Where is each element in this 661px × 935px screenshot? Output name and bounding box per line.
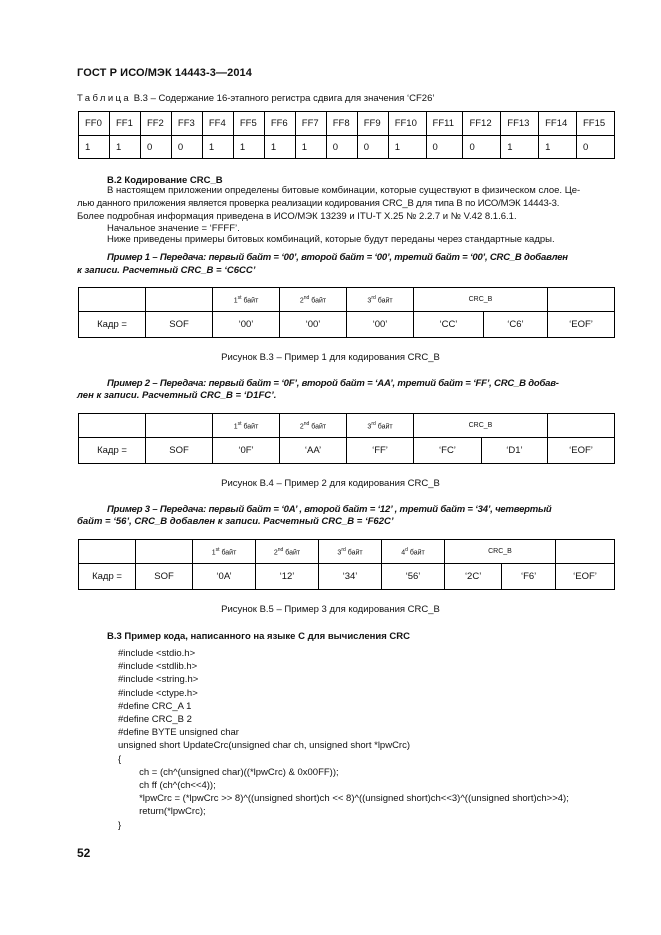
byte3-header: 3rd байт [319,540,382,564]
crc-header: CRC_B [445,540,556,564]
frame-table-example1 [78,287,615,338]
register-header-cell: FF7 [295,112,326,136]
code-line: return(*lpwCrc); [118,806,206,818]
register-value-cell: 1 [79,136,110,159]
frame-table-example3 [78,539,615,590]
example1-line1: Пример 1 – Передача: первый байт = ‘00’, второй байт = ‘00’, третий байт = ‘00’, CRC_B добавлен [107,252,568,263]
table-caption [77,93,434,104]
frame-cell: ‘F6’ [502,564,556,590]
frame-cell: Кадр = [79,312,146,338]
register-value-cell: 1 [264,136,295,159]
figure-b5-caption: Рисунок В.5 – Пример 3 для кодирования CRC_B [221,604,440,615]
register-header-cell: FF13 [501,112,539,136]
code-line: *lpwCrc = (*lpwCrc >> 8)^((unsigned short)ch << 8)^((unsigned short)ch<<3)^((unsigned short)ch>>4); [118,793,569,805]
byte1-header: 1st байт [193,540,256,564]
register-header-cell: FF9 [357,112,388,136]
register-header-cell: FF0 [79,112,110,136]
frame-cell: ‘34’ [319,564,382,590]
example3-line1: Пример 3 – Передача: первый байт = ‘0A’ , второй байт = ‘12’ , третий байт = ‘34’, четвертый [107,504,552,515]
table-values-row [79,136,615,159]
code-line: #include <stdlib.h> [118,661,198,673]
byte3-header: 3rd байт [347,288,414,312]
code-line: ch ff (ch^(ch<<4)); [118,780,216,792]
byte3-header: 3rd байт [347,414,414,438]
frame-row [79,564,615,590]
section-b2-line-2: Более подробная информация приведена в ИСО/МЭК 13239 и ITU-T X.25 № 2.2.7 и № V.42 8.1.6.1. [77,211,517,222]
register-header-cell: FF3 [171,112,202,136]
register-header-cell: FF6 [264,112,295,136]
frame-cell: ‘EOF’ [548,438,615,464]
register-header-cell: FF14 [539,112,577,136]
register-header-cell: FF12 [463,112,501,136]
frame-cell: ‘CC’ [414,312,484,338]
byte1-header: 1st байт [213,414,280,438]
frame-cell: ‘AA’ [280,438,347,464]
code-line: unsigned short UpdateCrc(unsigned char ch, unsigned short *lpwCrc) [118,740,411,752]
example3-line2: байт = ‘56’, CRC_B добавлен к записи. Расчетный CRC_B = ‘F62C’ [77,516,394,527]
code-line: #include <ctype.h> [118,687,198,699]
frame-cell: ‘00’ [347,312,414,338]
register-header-cell: FF1 [109,112,140,136]
section-b2-line-3: Начальное значение = ‘FFFF’. [107,223,240,234]
frame-cell: ‘12’ [256,564,319,590]
code-line: #include <stdio.h> [118,648,196,659]
code-listing [118,647,569,832]
code-line: { [118,753,122,765]
frame-table-example2 [78,413,615,464]
register-value-cell: 1 [501,136,539,159]
section-b2-line-1: лью данного приложения является проверка реализации кодирования CRC_B для типа В по ИСО/МЭК 14443-3. [77,198,560,209]
register-value-cell: 0 [463,136,501,159]
section-b2-line-4: Ниже приведены примеры битовых комбинаций, которые будут переданы через стандартные кадры. [107,234,555,245]
register-value-cell: 1 [202,136,233,159]
register-value-cell: 0 [576,136,614,159]
frame-row [79,312,615,338]
register-header-cell: FF10 [388,112,426,136]
register-value-cell: 1 [295,136,326,159]
shift-register-table [78,111,615,159]
register-header-cell: FF11 [426,112,463,136]
frame-cell: SOF [136,564,193,590]
frame-cell: ‘56’ [382,564,445,590]
register-header-cell: FF15 [576,112,614,136]
table-header-row [79,112,615,136]
register-value-cell: 0 [357,136,388,159]
frame-cell: ‘00’ [213,312,280,338]
frame-cell: Кадр = [79,438,146,464]
register-value-cell: 1 [539,136,577,159]
register-value-cell: 1 [233,136,264,159]
byte2-header: 2nd байт [280,414,347,438]
frame-header-row [79,288,615,312]
register-value-cell: 0 [426,136,463,159]
byte4-header: 4$^d$ байт [382,540,445,564]
frame-row [79,438,615,464]
frame-cell: ‘C6’ [483,312,547,338]
code-line: #define CRC_B 2 [118,714,192,726]
register-header-cell: FF2 [140,112,171,136]
code-line: ch = (ch^(unsigned char)((*lpwCrc) & 0x00FF)); [118,766,339,778]
frame-cell: ‘2C’ [445,564,502,590]
section-b3-title: В.3 Пример кода, написанного на языке С для вычисления CRC [107,631,410,642]
caption-text: В.3 – Содержание 16-этапного регистра сдвига для значения ‘CF26’ [133,93,435,104]
byte2-header: 2nd байт [256,540,319,564]
register-value-cell: 0 [140,136,171,159]
frame-cell: ‘FF’ [347,438,414,464]
frame-cell: ‘0F’ [213,438,280,464]
example2-line2: лен к записи. Расчетный CRC_B = ‘D1FC’. [77,390,277,401]
code-line: #define BYTE unsigned char [118,727,239,739]
frame-cell: ‘0A’ [193,564,256,590]
register-header-cell: FF4 [202,112,233,136]
code-line: } [118,819,122,831]
frame-cell: ‘FC’ [414,438,482,464]
frame-cell: ‘EOF’ [548,312,615,338]
caption-word: Таблица [77,93,132,104]
byte2-header: 2nd байт [280,288,347,312]
crc-header: CRC_B [414,288,548,312]
code-line: #define CRC_A 1 [118,700,192,712]
crc-header: CRC_B [414,414,548,438]
register-header-cell: FF8 [326,112,357,136]
byte1-header: 1st байт [213,288,280,312]
code-line: #include <string.h> [118,674,199,686]
figure-b3-caption: Рисунок В.3 – Пример 1 для кодирования CRC_B [221,352,440,363]
frame-header-row [79,414,615,438]
register-value-cell: 1 [388,136,426,159]
section-b2-line-0: В настоящем приложении определены битовые комбинации, которые существуют в физическом слое. Це- [107,185,581,196]
frame-cell: SOF [146,312,213,338]
register-value-cell: 0 [171,136,202,159]
frame-cell: ‘00’ [280,312,347,338]
frame-header-row [79,540,615,564]
example2-line1: Пример 2 – Передача: первый байт = ‘0F’, второй байт = ‘AA’, третий байт = ‘FF’, CRC_B добав- [107,378,559,389]
example1-line2: к записи. Расчетный CRC_B = ‘C6CC’ [77,265,256,276]
register-header-cell: FF5 [233,112,264,136]
register-value-cell: 0 [326,136,357,159]
document-header: ГОСТ Р ИСО/МЭК 14443-3—2014 [77,67,252,79]
frame-cell: ‘EOF’ [556,564,615,590]
register-value-cell: 1 [109,136,140,159]
frame-cell: Кадр = [79,564,136,590]
frame-cell: ‘D1’ [481,438,547,464]
figure-b4-caption: Рисунок В.4 – Пример 2 для кодирования CRC_B [221,478,440,489]
page-number: 52 [77,846,91,860]
section-b2-title: В.2 Кодирование CRC_B [107,175,223,186]
frame-cell: SOF [146,438,213,464]
